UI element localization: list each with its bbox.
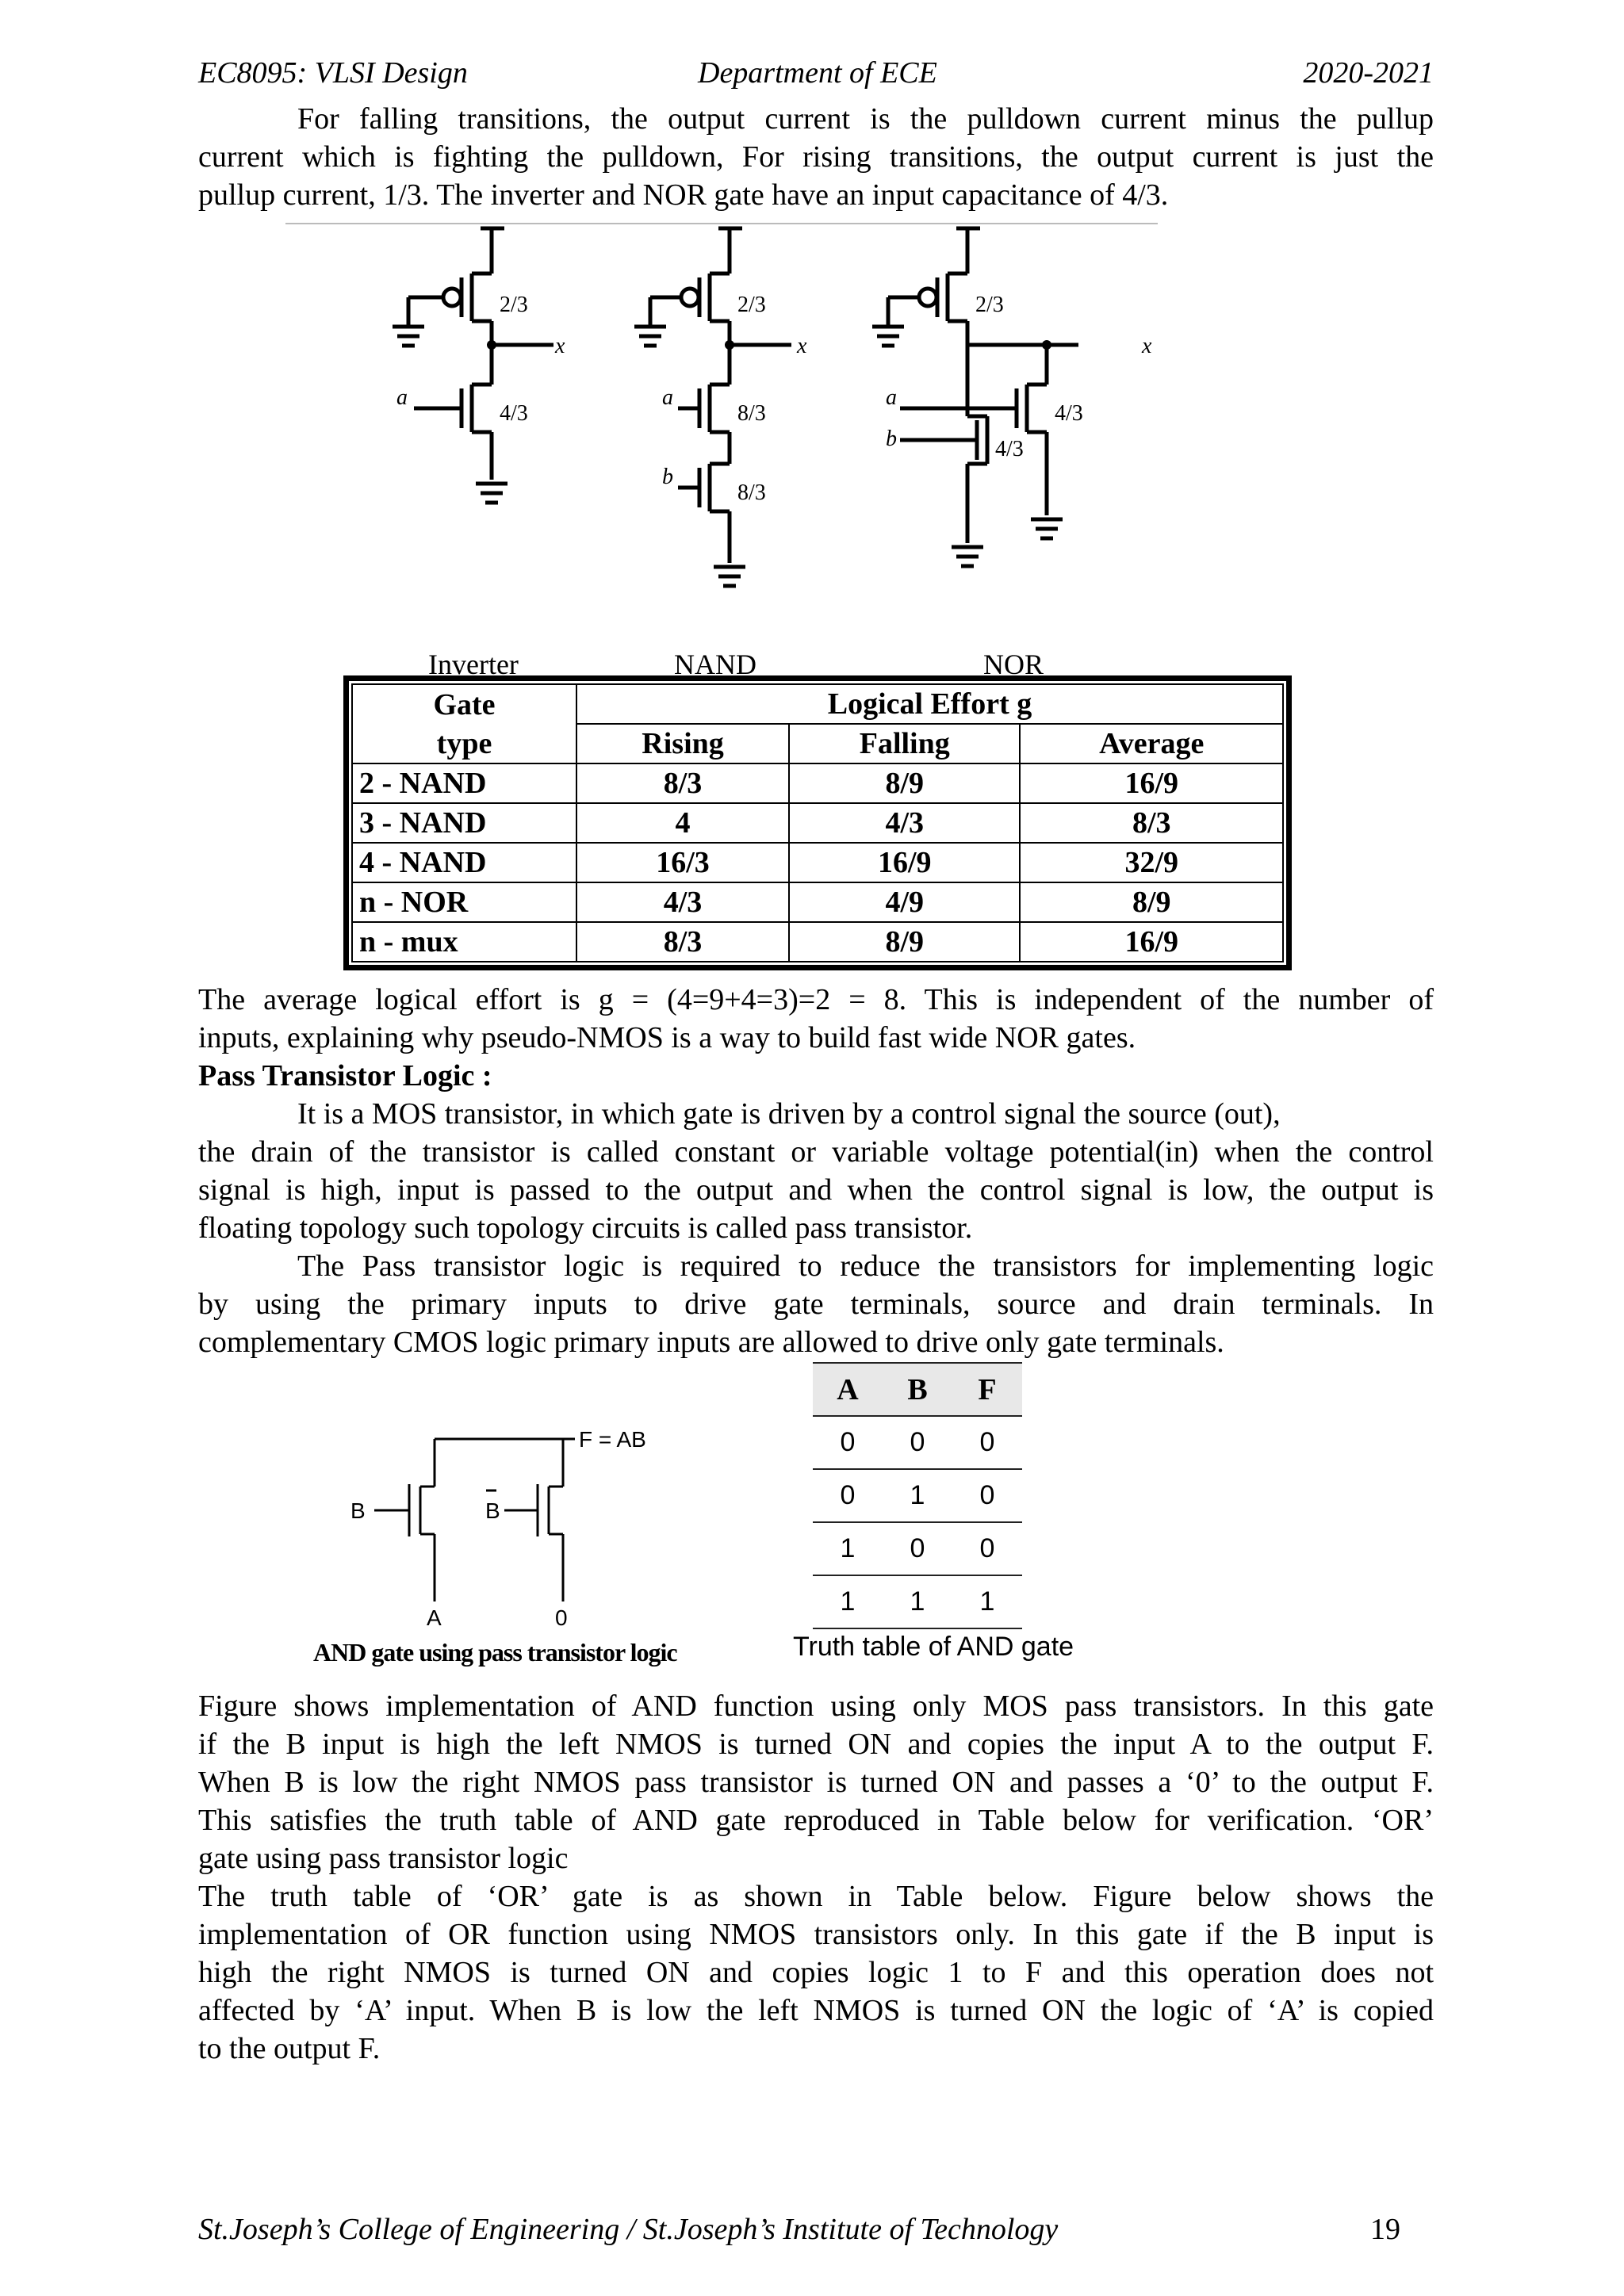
text-line: gate using pass transistor logic	[198, 1842, 569, 1875]
text-line: to the output F.	[198, 2032, 381, 2065]
tt-header-b: B	[883, 1363, 952, 1416]
nand-n2-size: 8/3	[737, 480, 766, 505]
table-row	[352, 803, 1283, 843]
gate-header-2: type	[352, 724, 576, 763]
text-line: This satisfies the truth table of AND gate reproduced in Table below for verification. ‘OR’	[198, 1804, 1434, 1837]
nand-p-size: 2/3	[737, 293, 766, 317]
nor-circuit	[872, 228, 1078, 566]
and-output-label: F = AB	[579, 1427, 646, 1452]
gate-cell: 2 - NAND	[352, 763, 576, 803]
nor-input-b: b	[886, 427, 897, 451]
header-department: Department of ECE	[698, 56, 937, 90]
col-average: Average	[1020, 724, 1283, 763]
tt-cell: 0	[813, 1469, 883, 1522]
table-row	[352, 763, 1283, 803]
average-cell: 8/9	[1020, 882, 1283, 922]
truth-table	[813, 1362, 1022, 1629]
logical-effort-table	[351, 683, 1284, 962]
label-inverter: Inverter	[428, 649, 519, 680]
average-paragraph	[198, 981, 1434, 1361]
text-line: floating topology such topology circuits is called pass transistor.	[198, 1211, 973, 1245]
text-line: inputs, explaining why pseudo-NMOS is a way to build fast wide NOR gates.	[198, 1021, 1136, 1054]
table-row	[352, 922, 1283, 962]
gate-cell: 4 - NAND	[352, 843, 576, 882]
tt-cell: 0	[952, 1469, 1022, 1522]
text-line: Figure shows implementation of AND function using only MOS pass transistors. In this gate	[198, 1689, 1434, 1723]
text-line: For falling transitions, the output current is the pulldown current minus the pullup	[297, 102, 1434, 136]
text-line: the drain of the transistor is called constant or variable voltage potential(in) when the control	[198, 1135, 1434, 1169]
nand-circuit	[634, 228, 791, 586]
tt-cell: 1	[813, 1522, 883, 1575]
footer-page-number: 19	[1370, 2213, 1400, 2246]
text-line: The Pass transistor logic is required to reduce the transistors for implementing logic	[297, 1249, 1434, 1283]
text-line: pullup current, 1/3. The inverter and NOR gate have an input capacitance of 4/3.	[198, 178, 1169, 212]
nor-input-a: a	[886, 385, 897, 410]
falling-cell: 8/9	[789, 763, 1020, 803]
text-line: complementary CMOS logic primary inputs are allowed to drive only gate terminals.	[198, 1326, 1224, 1359]
header-course: EC8095: VLSI Design	[198, 56, 468, 90]
tt-cell: 1	[813, 1575, 883, 1628]
logical-effort-table-frame	[343, 675, 1292, 970]
nand-n1-size: 8/3	[737, 401, 766, 426]
nor-n1-size: 4/3	[1055, 401, 1083, 426]
rising-cell: 8/3	[576, 763, 789, 803]
tt-cell: 0	[883, 1416, 952, 1469]
tt-cell: 1	[952, 1575, 1022, 1628]
falling-cell: 8/9	[789, 922, 1020, 962]
average-cell: 16/9	[1020, 922, 1283, 962]
table-row	[813, 1522, 1022, 1575]
tt-cell: 0	[952, 1522, 1022, 1575]
text-line: When B is low the right NMOS pass transistor is turned ON and passes a ‘0’ to the output F.	[198, 1766, 1434, 1799]
label-nor: NOR	[983, 649, 1044, 680]
nand-input-a: a	[662, 385, 673, 410]
nand-input-b: b	[662, 465, 673, 489]
table-row	[352, 882, 1283, 922]
and-source-right: 0	[555, 1605, 568, 1630]
and-figure-caption: AND gate using pass transistor logic	[313, 1638, 677, 1667]
nor-output: x	[1142, 334, 1152, 358]
tt-header-a: A	[813, 1363, 883, 1416]
gate-cell: n - mux	[352, 922, 576, 962]
tt-cell: 0	[883, 1522, 952, 1575]
rising-cell: 4/3	[576, 882, 789, 922]
nor-n2-size: 4/3	[995, 437, 1024, 461]
tt-cell: 0	[952, 1416, 1022, 1469]
rising-cell: 4	[576, 803, 789, 843]
text-line: high the right NMOS is turned ON and copies logic 1 to F and this operation does not	[198, 1956, 1434, 1989]
and-gate-right: B	[485, 1498, 500, 1523]
inverter-circuit	[393, 228, 553, 503]
nand-output: x	[797, 334, 807, 358]
text-line: if the B input is high the left NMOS is turned ON and copies the input A to the output F.	[198, 1728, 1434, 1761]
label-nand: NAND	[674, 649, 756, 680]
col-falling: Falling	[789, 724, 1020, 763]
text-line: by using the primary inputs to drive gate terminals, source and drain terminals. In	[198, 1288, 1434, 1321]
nor-p-size: 2/3	[975, 293, 1004, 317]
inv-n-size: 4/3	[500, 401, 528, 426]
and-source-left: A	[427, 1605, 442, 1630]
gate-cell: n - NOR	[352, 882, 576, 922]
truth-table-caption: Truth table of AND gate	[793, 1632, 1074, 1662]
gate-header-1: Gate	[352, 684, 576, 724]
ptl-heading: Pass Transistor Logic :	[198, 1059, 492, 1093]
col-rising: Rising	[576, 724, 789, 763]
text-line: The truth table of ‘OR’ gate is as shown in Table below. Figure below shows the	[198, 1880, 1434, 1913]
and-explain-paragraph	[198, 1687, 1434, 2068]
gate-cell: 3 - NAND	[352, 803, 576, 843]
intro-paragraph	[198, 100, 1434, 214]
falling-cell: 4/9	[789, 882, 1020, 922]
falling-cell: 4/3	[789, 803, 1020, 843]
text-line: affected by ‘A’ input. When B is low the left NMOS is turned ON the logic of ‘A’ is copied	[198, 1994, 1434, 2027]
table-row	[352, 843, 1283, 882]
table-row	[813, 1416, 1022, 1469]
table-row	[813, 1575, 1022, 1628]
average-cell: 16/9	[1020, 763, 1283, 803]
tt-cell: 0	[813, 1416, 883, 1469]
average-cell: 32/9	[1020, 843, 1283, 882]
text-line: current which is fighting the pulldown, For rising transitions, the output current is just the	[198, 140, 1434, 174]
falling-cell: 16/9	[789, 843, 1020, 882]
tt-cell: 1	[883, 1575, 952, 1628]
text-line: implementation of OR function using NMOS transistors only. In this gate if the B input is	[198, 1918, 1434, 1951]
text-line: It is a MOS transistor, in which gate is driven by a control signal the source (out),	[297, 1097, 1281, 1131]
tt-cell: 1	[883, 1469, 952, 1522]
inv-output: x	[555, 334, 565, 358]
text-line: signal is high, input is passed to the output and when the control signal is low, the output is	[198, 1173, 1434, 1207]
tt-header-f: F	[952, 1363, 1022, 1416]
group-header: Logical Effort g	[576, 684, 1283, 724]
header-year: 2020-2021	[1303, 56, 1434, 90]
inv-input: a	[396, 385, 408, 410]
and-gate-left: B	[350, 1498, 366, 1523]
footer-institution: St.Joseph’s College of Engineering / St.Joseph’s Institute of Technology	[198, 2213, 1059, 2246]
pseudo-nmos-circuits-figure	[285, 214, 1174, 690]
text-line: The average logical effort is g = (4=9+4=3)=2 = 8. This is independent of the number of	[198, 983, 1434, 1016]
average-cell: 8/3	[1020, 803, 1283, 843]
rising-cell: 16/3	[576, 843, 789, 882]
and-gate-pass-transistor-figure	[301, 1427, 777, 1633]
rising-cell: 8/3	[576, 922, 789, 962]
inv-p-size: 2/3	[500, 293, 528, 317]
table-row	[813, 1469, 1022, 1522]
